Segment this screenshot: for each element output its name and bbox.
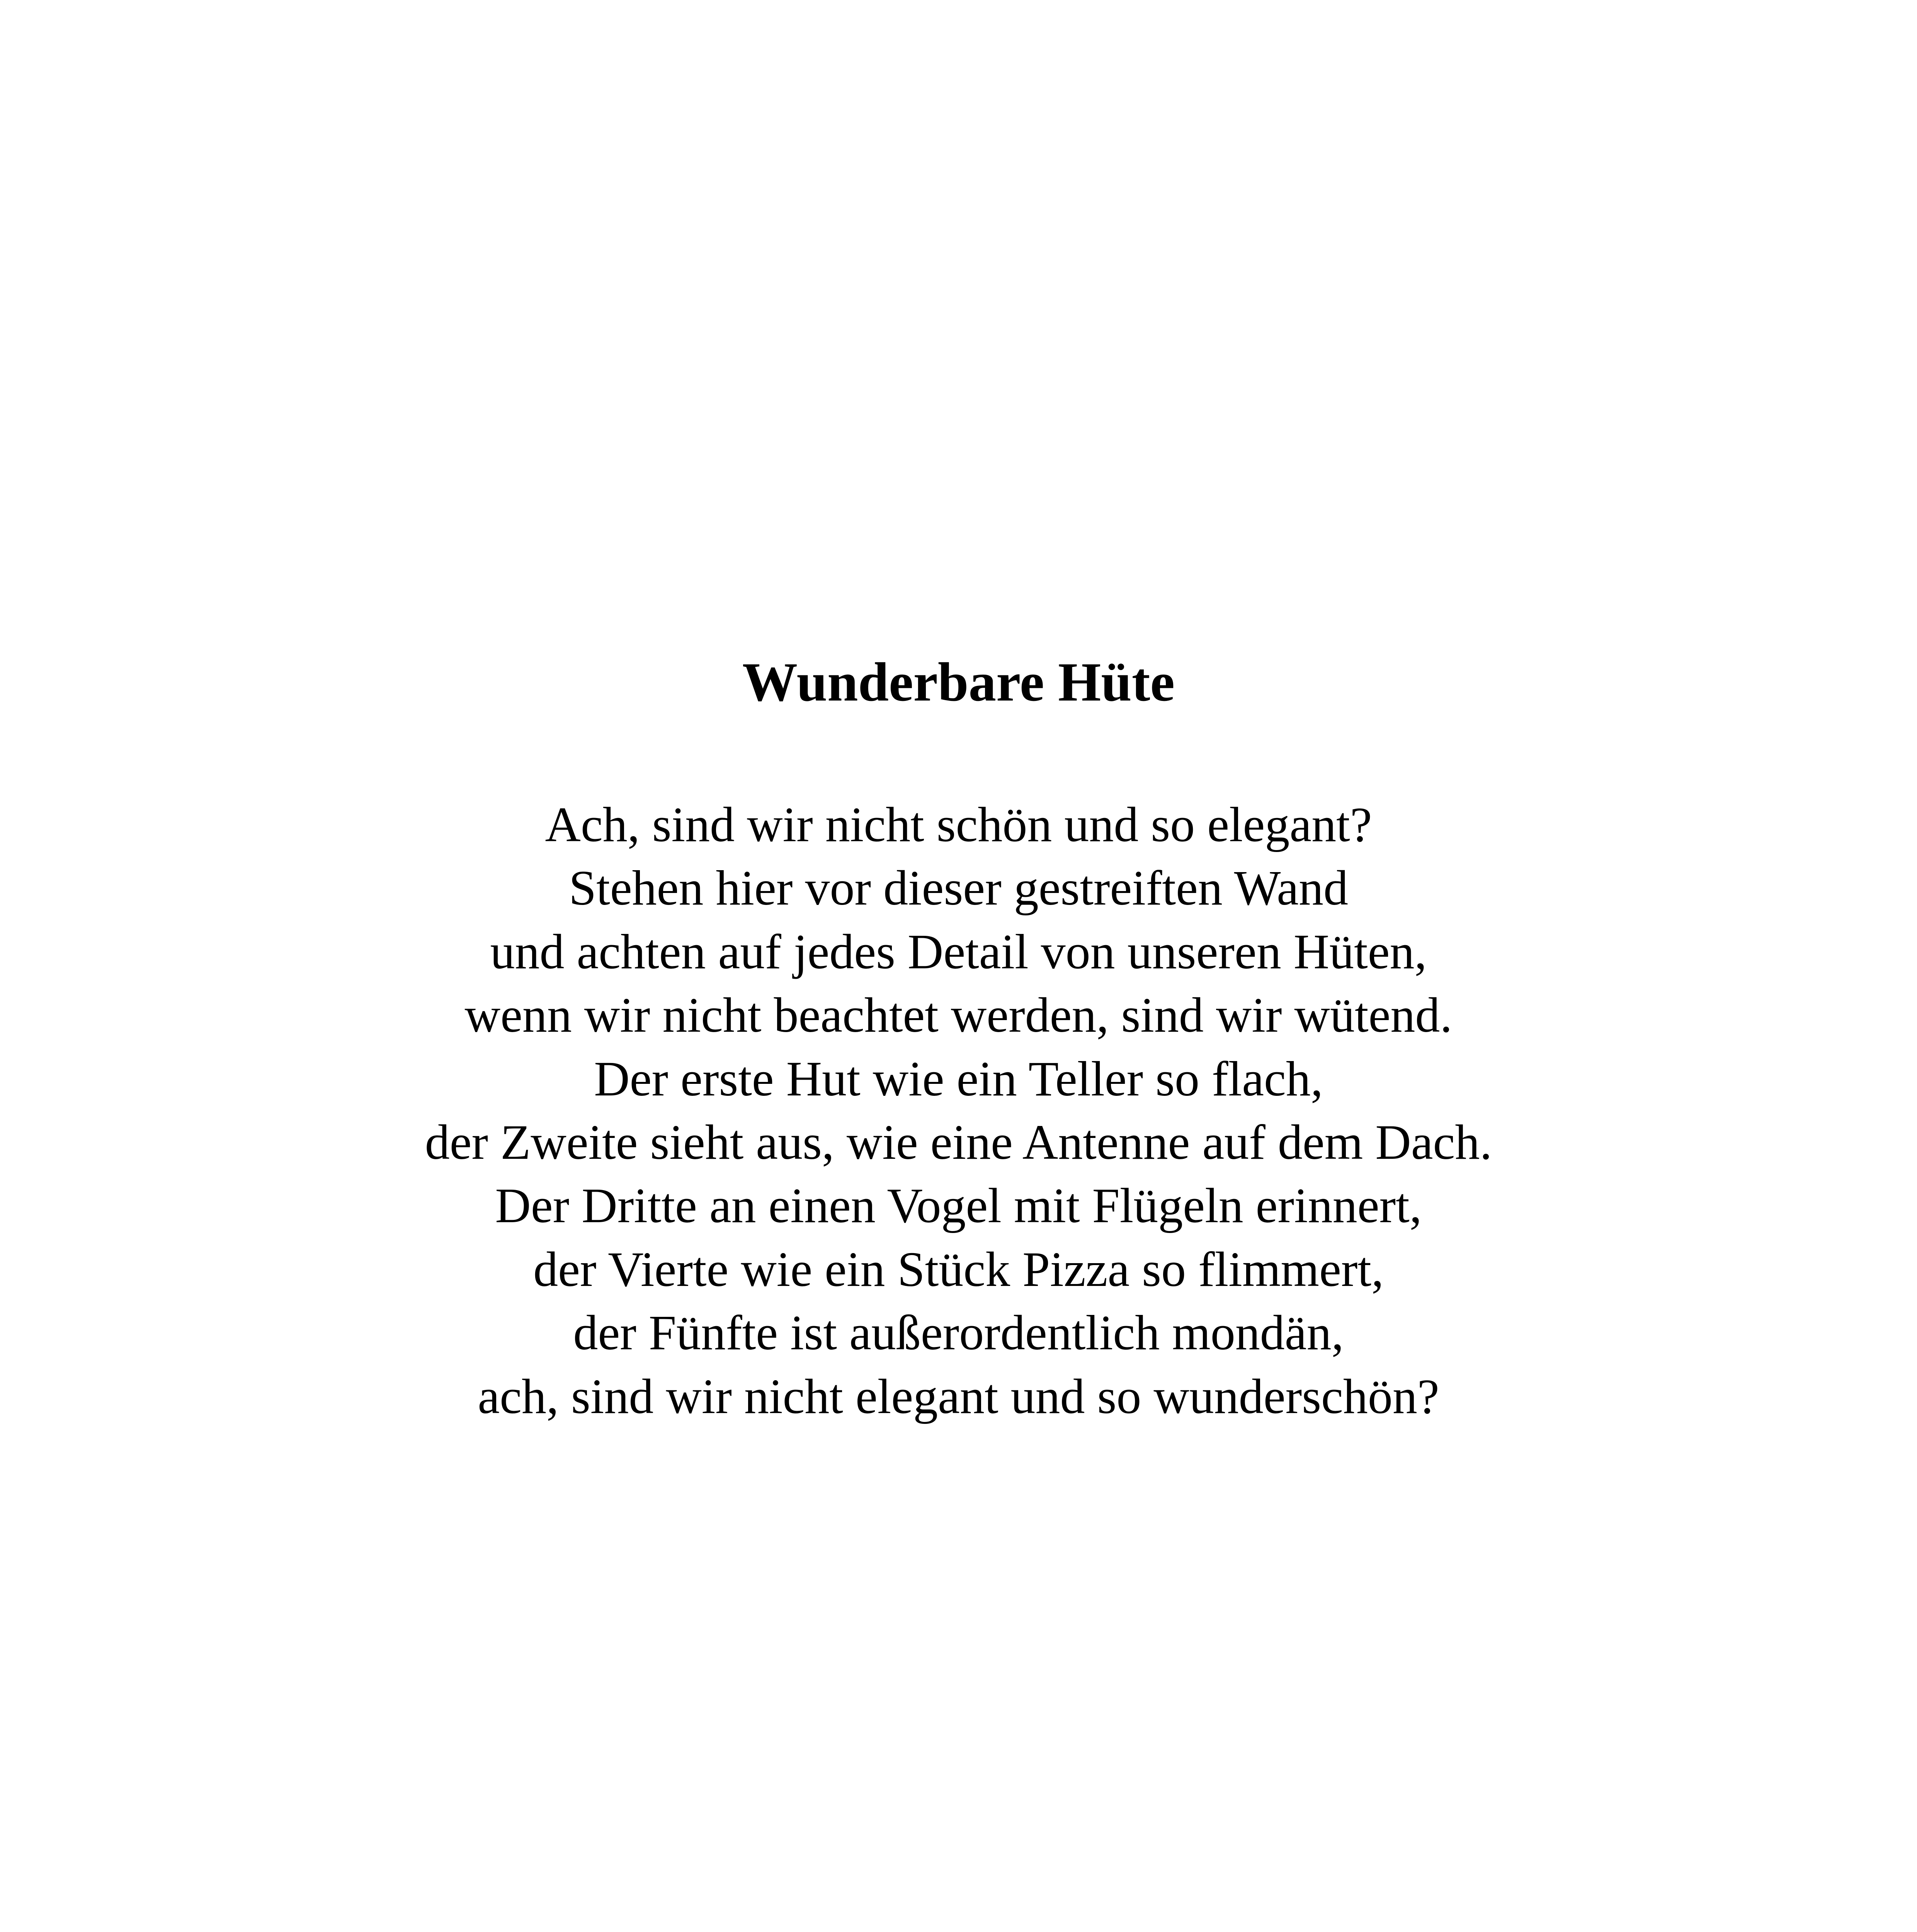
poem-line: der Fünfte ist außerordentlich mondän, [573,1305,1344,1361]
poem-title: Wunderbare Hüte [742,651,1175,713]
poem-line: ach, sind wir nicht elegant und so wunderschön? [478,1369,1439,1424]
poem-line: Ach, sind wir nicht schön und so elegant? [545,797,1372,852]
poem-line: der Zweite sieht aus, wie eine Antenne auf dem Dach. [425,1114,1492,1170]
poem-line: und achten auf jedes Detail von unseren Hüten, [490,924,1427,979]
poem-stanza [0,793,1917,1428]
poem-line: Der erste Hut wie ein Teller so flach, [594,1051,1323,1106]
poem-line: Der Dritte an einen Vogel mit Flügeln erinnert, [495,1178,1422,1233]
poem-line: der Vierte wie ein Stück Pizza so flimmert, [533,1242,1384,1297]
poem-line: Stehen hier vor dieser gestreiften Wand [569,861,1348,916]
poem-line: wenn wir nicht beachtet werden, sind wir wütend. [464,988,1453,1043]
